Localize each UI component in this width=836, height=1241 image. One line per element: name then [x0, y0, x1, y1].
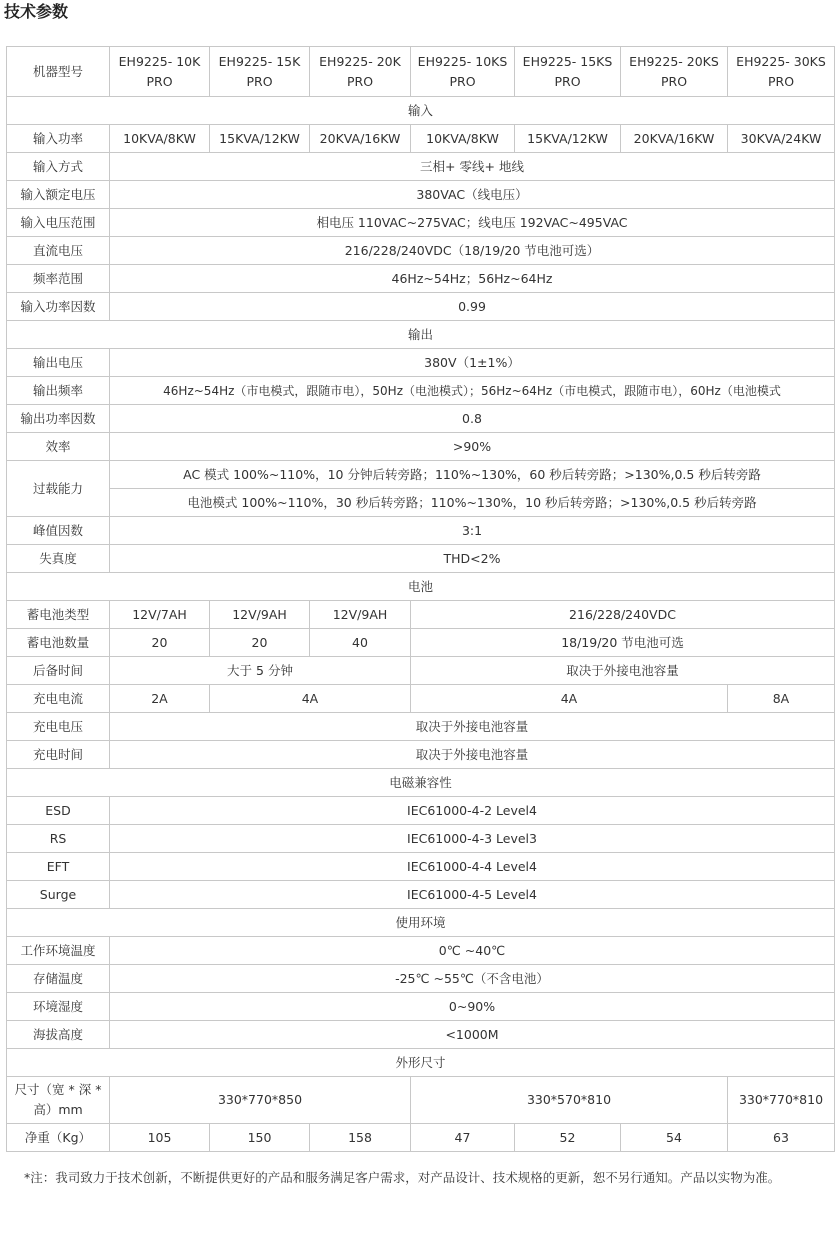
value-cell: 63 [728, 1124, 835, 1152]
model-cell: EH9225- 30KS PRO [728, 47, 835, 97]
table-row [7, 965, 835, 993]
value-cell: 52 [515, 1124, 621, 1152]
value-cell: IEC61000-4-3 Level3 [110, 825, 835, 853]
value-cell: 20KVA/16KW [310, 125, 411, 153]
table-row [7, 433, 835, 461]
table-row [7, 881, 835, 909]
section-row [7, 1049, 835, 1077]
value-cell: 2A [110, 685, 210, 713]
value-cell: 三相+ 零线+ 地线 [110, 153, 835, 181]
table-row [7, 349, 835, 377]
table-row [7, 377, 835, 405]
value-cell: IEC61000-4-4 Level4 [110, 853, 835, 881]
table-row [7, 489, 835, 517]
value-cell: -25℃ ~55℃（不含电池） [110, 965, 835, 993]
table-row [7, 741, 835, 769]
table-row [7, 209, 835, 237]
table-row [7, 237, 835, 265]
row-label: 输入功率 [7, 125, 110, 153]
table-row [7, 629, 835, 657]
section-row [7, 573, 835, 601]
table-row [7, 993, 835, 1021]
value-cell: 40 [310, 629, 411, 657]
model-cell: EH9225- 15KS PRO [515, 47, 621, 97]
value-cell: 20KVA/16KW [621, 125, 728, 153]
value-cell: 4A [210, 685, 411, 713]
row-label: 海拔高度 [7, 1021, 110, 1049]
table-row [7, 601, 835, 629]
section-header: 输入 [7, 97, 835, 125]
row-label: 蓄电池数量 [7, 629, 110, 657]
row-label: 后备时间 [7, 657, 110, 685]
value-cell: 105 [110, 1124, 210, 1152]
value-cell: 0.99 [110, 293, 835, 321]
value-cell: 20 [110, 629, 210, 657]
value-cell: 12V/7AH [110, 601, 210, 629]
table-row [7, 405, 835, 433]
value-cell: 大于 5 分钟 [110, 657, 411, 685]
value-cell: 330*770*850 [110, 1077, 411, 1124]
row-label: 输入额定电压 [7, 181, 110, 209]
row-label: 充电电压 [7, 713, 110, 741]
model-row [7, 47, 835, 97]
section-header: 外形尺寸 [7, 1049, 835, 1077]
value-cell: 相电压 110VAC~275VAC；线电压 192VAC~495VAC [110, 209, 835, 237]
row-label: 频率范围 [7, 265, 110, 293]
value-cell: 0.8 [110, 405, 835, 433]
value-cell: 0~90% [110, 993, 835, 1021]
row-label: 输入功率因数 [7, 293, 110, 321]
page-title: 技术参数 [4, 2, 69, 21]
model-cell: EH9225- 10KS PRO [411, 47, 515, 97]
value-cell: 330*570*810 [411, 1077, 728, 1124]
value-cell: 46Hz~54Hz；56Hz~64Hz [110, 265, 835, 293]
row-label: Surge [7, 881, 110, 909]
row-label: 机器型号 [7, 47, 110, 97]
section-header: 电磁兼容性 [7, 769, 835, 797]
table-row [7, 153, 835, 181]
value-cell: AC 模式 100%~110%，10 分钟后转旁路；110%~130%，60 秒后转旁路；>130%,0.5 秒后转旁路 [110, 461, 835, 489]
value-cell: 15KVA/12KW [210, 125, 310, 153]
row-label: 充电时间 [7, 741, 110, 769]
row-label: 尺寸（宽 * 深 * 高）mm [7, 1077, 110, 1124]
value-cell: 158 [310, 1124, 411, 1152]
row-label: 输入电压范围 [7, 209, 110, 237]
row-label: 存储温度 [7, 965, 110, 993]
table-row [7, 265, 835, 293]
row-label: 输出频率 [7, 377, 110, 405]
value-cell: 取决于外接电池容量 [110, 713, 835, 741]
value-cell: 47 [411, 1124, 515, 1152]
table-row [7, 853, 835, 881]
section-header: 电池 [7, 573, 835, 601]
row-label: 环境湿度 [7, 993, 110, 1021]
row-label: 过载能力 [7, 461, 110, 517]
value-cell: 12V/9AH [210, 601, 310, 629]
row-label: 直流电压 [7, 237, 110, 265]
row-label: 失真度 [7, 545, 110, 573]
model-cell: EH9225- 10K PRO [110, 47, 210, 97]
footnote: *注：我司致力于技术创新，不断提供更好的产品和服务满足客户需求，对产品设计、技术规格的更新，恕不另行通知。产品以实物为准。 [24, 1170, 781, 1185]
value-cell: 8A [728, 685, 835, 713]
table-row [7, 685, 835, 713]
row-label: 工作环境温度 [7, 937, 110, 965]
value-cell: 150 [210, 1124, 310, 1152]
table-row [7, 1021, 835, 1049]
value-cell: 4A [411, 685, 728, 713]
value-cell: 12V/9AH [310, 601, 411, 629]
row-label: 输出电压 [7, 349, 110, 377]
value-cell: IEC61000-4-2 Level4 [110, 797, 835, 825]
value-cell: 取决于外接电池容量 [411, 657, 835, 685]
value-cell: 216/228/240VDC（18/19/20 节电池可选） [110, 237, 835, 265]
table-row [7, 545, 835, 573]
row-label: 峰值因数 [7, 517, 110, 545]
table-row [7, 517, 835, 545]
table-row [7, 181, 835, 209]
row-label: 输入方式 [7, 153, 110, 181]
row-label: 蓄电池类型 [7, 601, 110, 629]
value-cell: 电池模式 100%~110%，30 秒后转旁路；110%~130%，10 秒后转旁路；>130%,0.5 秒后转旁路 [110, 489, 835, 517]
section-row [7, 769, 835, 797]
value-cell: 54 [621, 1124, 728, 1152]
section-row [7, 321, 835, 349]
value-cell: 30KVA/24KW [728, 125, 835, 153]
table-row [7, 1124, 835, 1152]
value-cell: 380VAC（线电压） [110, 181, 835, 209]
spec-table [6, 46, 835, 1152]
value-cell: >90% [110, 433, 835, 461]
model-cell: EH9225- 20K PRO [310, 47, 411, 97]
section-row [7, 909, 835, 937]
section-row [7, 97, 835, 125]
model-cell: EH9225- 15K PRO [210, 47, 310, 97]
row-label: 充电电流 [7, 685, 110, 713]
value-cell: 15KVA/12KW [515, 125, 621, 153]
row-label: 效率 [7, 433, 110, 461]
section-header: 使用环境 [7, 909, 835, 937]
section-header: 输出 [7, 321, 835, 349]
value-cell: THD<2% [110, 545, 835, 573]
value-cell: IEC61000-4-5 Level4 [110, 881, 835, 909]
value-cell: 10KVA/8KW [110, 125, 210, 153]
table-row [7, 293, 835, 321]
value-cell: 0℃ ~40℃ [110, 937, 835, 965]
value-cell: <1000M [110, 1021, 835, 1049]
value-cell: 330*770*810 [728, 1077, 835, 1124]
table-row [7, 713, 835, 741]
value-cell: 46Hz~54Hz（市电模式，跟随市电），50Hz（电池模式）；56Hz~64Hz（市电模式，跟随市电），60Hz（电池模式 [110, 377, 835, 405]
row-label: EFT [7, 853, 110, 881]
value-cell: 取决于外接电池容量 [110, 741, 835, 769]
row-label: RS [7, 825, 110, 853]
table-row [7, 825, 835, 853]
row-label: 输出功率因数 [7, 405, 110, 433]
row-label: 净重（Kg） [7, 1124, 110, 1152]
table-row [7, 797, 835, 825]
value-cell: 10KVA/8KW [411, 125, 515, 153]
value-cell: 3:1 [110, 517, 835, 545]
table-row [7, 125, 835, 153]
table-row [7, 461, 835, 489]
value-cell: 18/19/20 节电池可选 [411, 629, 835, 657]
table-row [7, 657, 835, 685]
value-cell: 380V（1±1%） [110, 349, 835, 377]
model-cell: EH9225- 20KS PRO [621, 47, 728, 97]
value-cell: 20 [210, 629, 310, 657]
row-label: ESD [7, 797, 110, 825]
table-row [7, 937, 835, 965]
table-row [7, 1077, 835, 1124]
value-cell: 216/228/240VDC [411, 601, 835, 629]
